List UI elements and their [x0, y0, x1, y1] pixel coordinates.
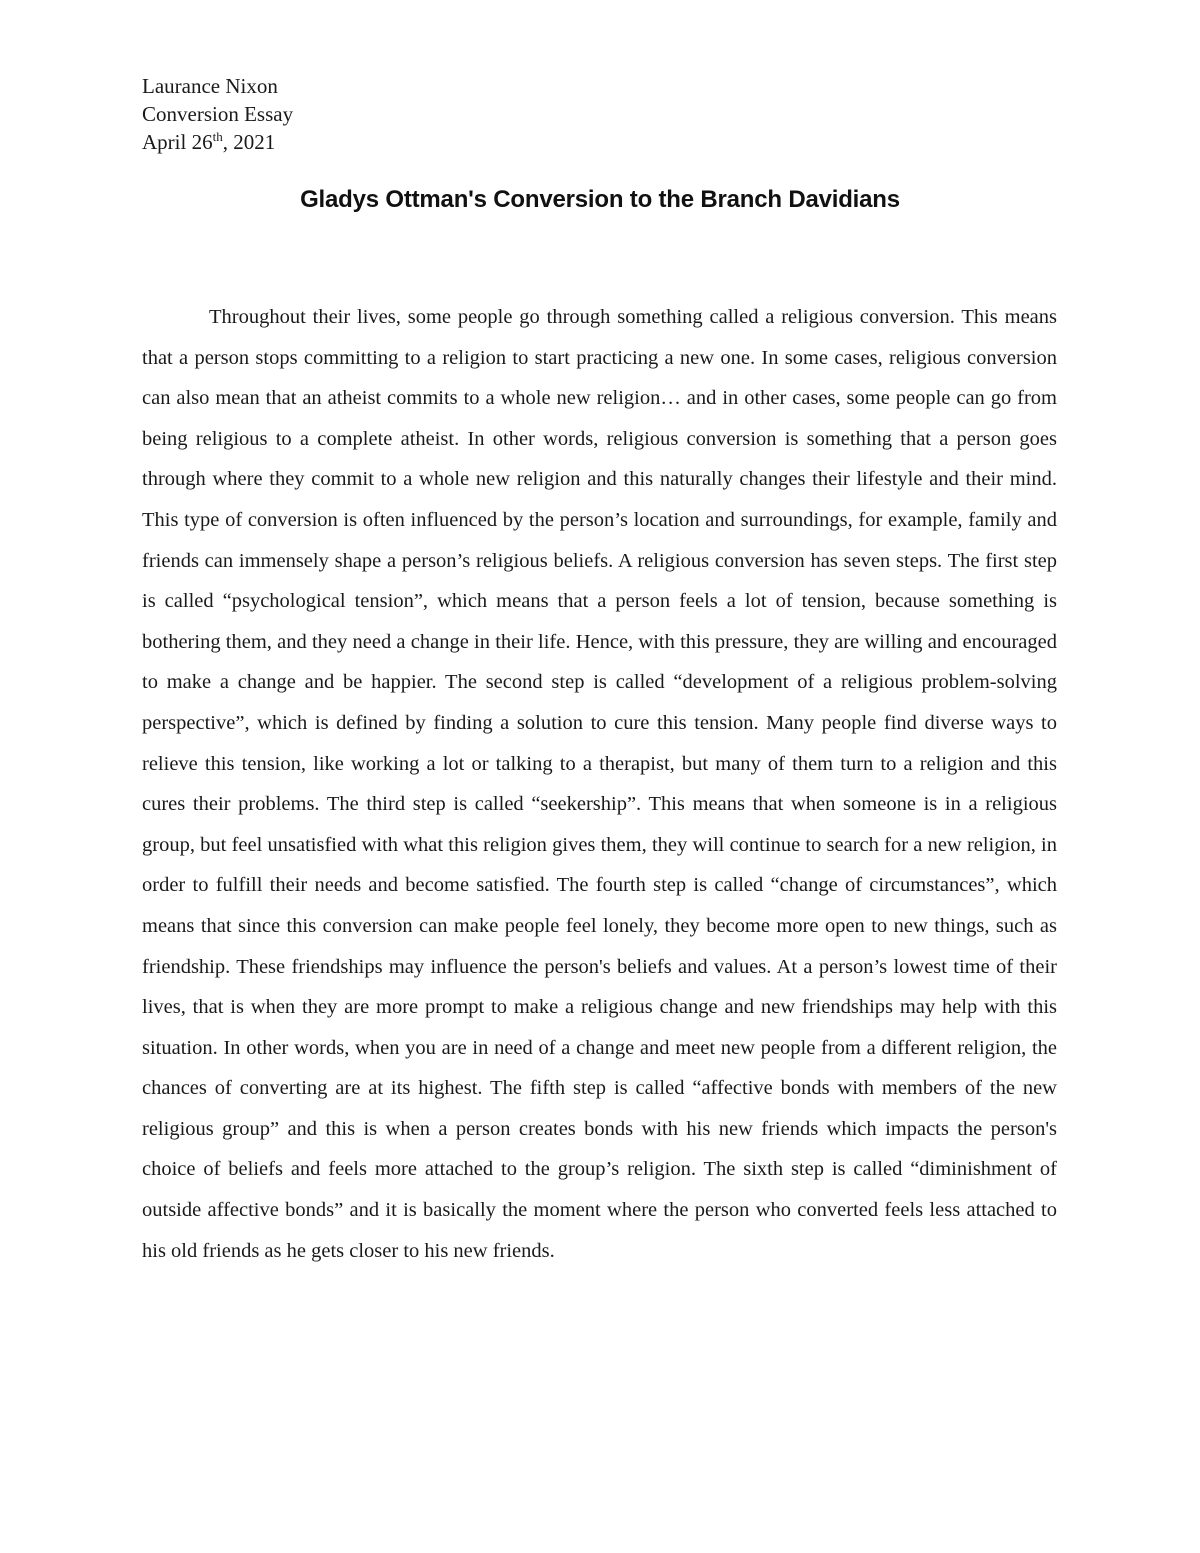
essay-paragraph: Throughout their lives, some people go through something called a religious conversion. This means that a person stops committing to a religion to start practicing a new one. In some cases, religious conversion can also mean that an atheist commits to a whole new religion… and in other cases, some people can go from being religious to a complete atheist. In other words, religious conversion is something that a person goes through where they commit to a whole new religion and this naturally changes their lifestyle and their mind. This type of conversion is often influenced by the person’s location and surroundings, for example, family and friends can immensely shape a person’s religious beliefs. A religious conversion has seven steps. The first step is called “psychological tension”, which means that a person feels a lot of tension, because something is bothering them, and they need a change in their life. Hence, with this pressure, they are willing and encouraged to make a change and be happier. The second step is called “development of a religious problem-solving perspective”, which is defined by finding a solution to cure this tension. Many people find diverse ways to relieve this tension, like working a lot or talking to a therapist, but many of them turn to a religion and this cures their problems. The third step is called “seekership”. This means that when someone is in a religious group, but feel unsatisfied with what this religion gives them, they will continue to search for a new religion, in order to fulfill their needs and become satisfied. The fourth step is called “change of circumstances”, which means that since this conversion can make people feel lonely, they become more open to new things, such as friendship. These friendships may influence the person's beliefs and values. At a person’s lowest time of their lives, that is when they are more prompt to make a religious change and new friendships may help with this situation. In other words, when you are in need of a change and meet new people from a different religion, the chances of converting are at its highest. The fifth step is called “affective bonds with members of the new religious group” and this is when a person creates bonds with his new friends which impacts the person's choice of beliefs and feels more attached to the group’s religion. The sixth step is called “diminishment of outside affective bonds” and it is basically the moment where the person who converted feels less attached to his old friends as he gets closer to his new friends. — [142, 306, 1057, 1262]
essay-title: Gladys Ottman's Conversion to the Branch Davidians — [300, 186, 900, 213]
date-ordinal-suffix: th — [212, 129, 223, 144]
document-header — [142, 72, 293, 156]
date-month-day: April 26 — [142, 130, 213, 154]
essay-date — [142, 128, 293, 156]
author-name: Laurance Nixon — [142, 74, 278, 98]
course-title: Conversion Essay — [142, 102, 294, 126]
date-year: , 2021 — [222, 130, 276, 154]
